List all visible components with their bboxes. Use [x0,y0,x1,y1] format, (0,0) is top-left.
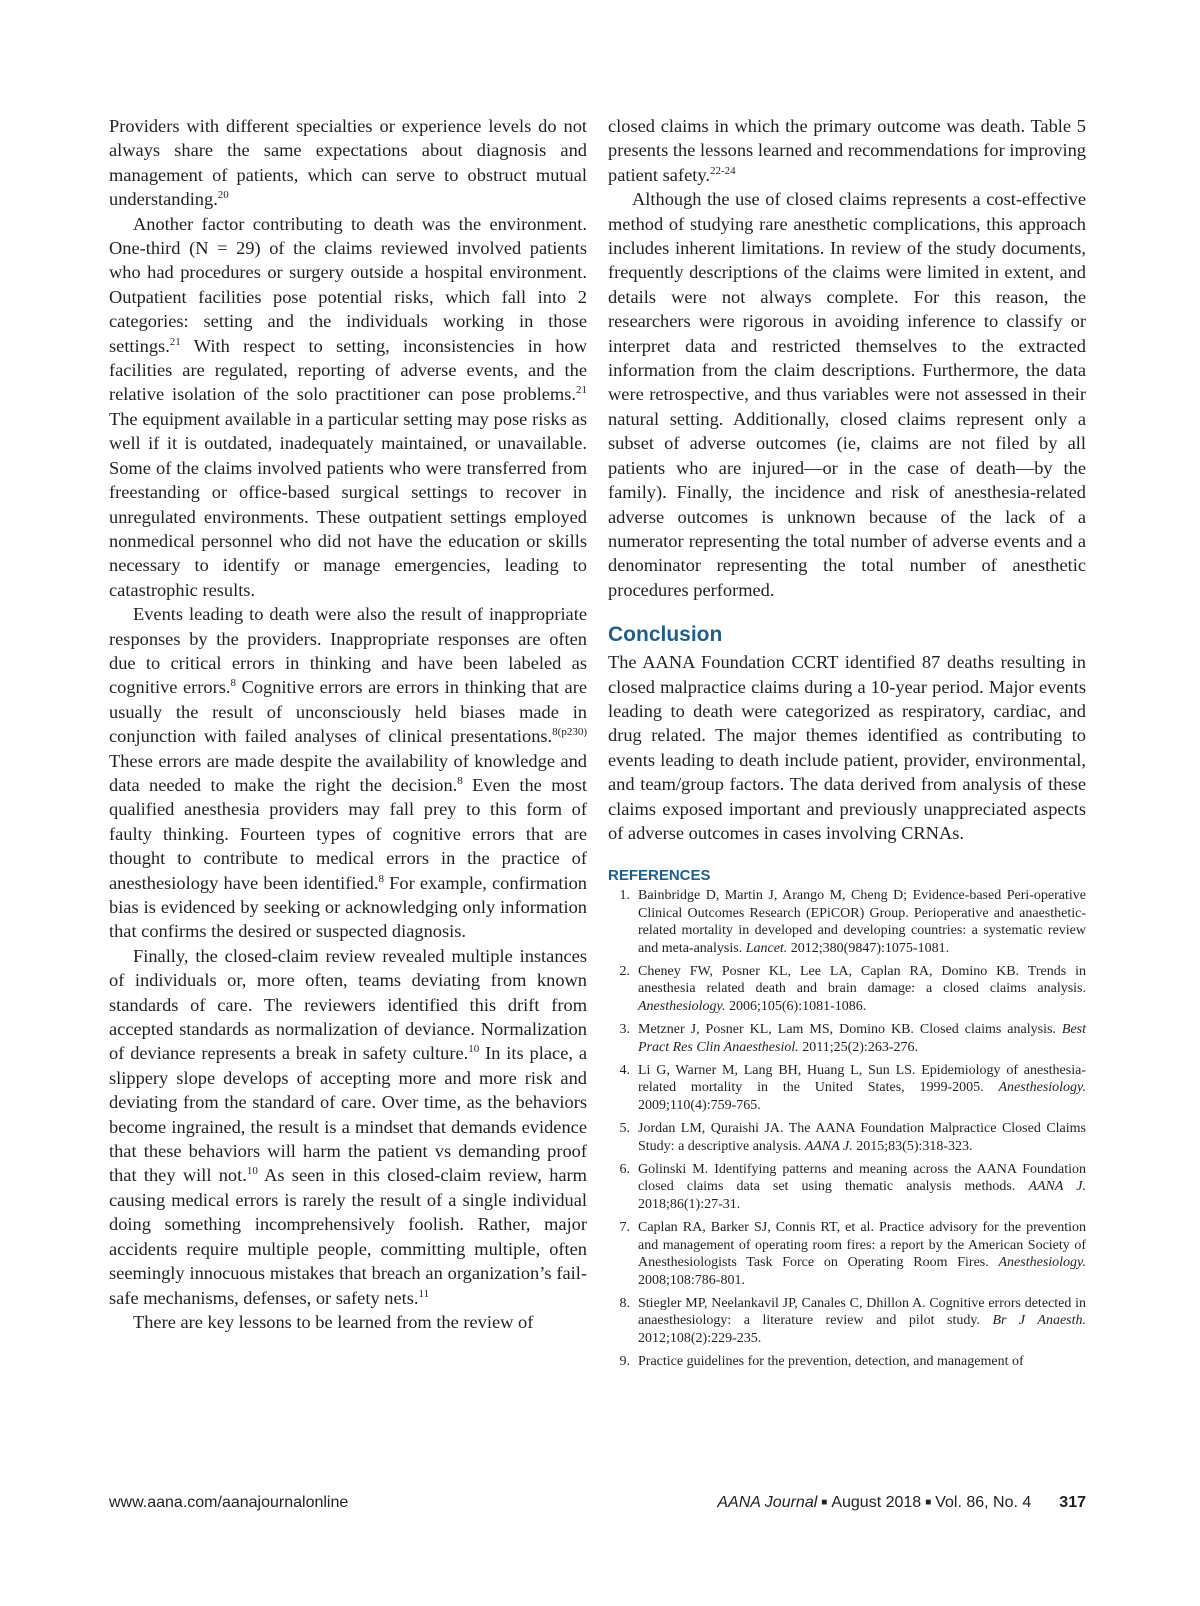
reference-journal: Anesthesiology. [998,1080,1086,1096]
reference-item [608,1295,1086,1347]
reference-text [638,1353,1086,1370]
citation-superscript: 22-24 [709,164,736,177]
conclusion-heading: Conclusion [608,623,723,647]
footer-separator-icon: ■ [925,1497,932,1508]
reference-text [638,1161,1086,1213]
citation-superscript: 21 [169,335,181,348]
citation-superscript: 20 [217,189,229,202]
reference-citation: 2008;108:786-801. [638,1272,745,1288]
reference-item [608,1120,1086,1155]
citation-superscript: 10 [246,1165,258,1178]
reference-authors-title: Li G, Warner M, Lang BH, Huang L, Sun LS. Epidemiology of anesthesia-related mortality in the United States, 1999-2005. [638,1063,1086,1096]
right-column [608,114,1086,1377]
reference-authors-title: Stiegler MP, Neelankavil JP, Canales C, Dhillon A. Cognitive errors detected in anaesthesiology: a literature review and pilot study. [638,1295,1086,1329]
reference-authors-title: Practice guidelines for the prevention, detection, and management of [638,1354,1024,1370]
body-paragraph [109,602,587,944]
reference-item [608,963,1086,1015]
footer-volume: Vol. 86, No. 4 [935,1494,1032,1511]
reference-text [638,963,1086,1015]
left-column [109,114,587,1334]
reference-journal: Anesthesiology. [998,1255,1086,1271]
reference-journal: Best Pract Res Clin Anaesthesiol. [638,1022,1086,1055]
reference-authors-title: Cheney FW, Posner KL, Lee LA, Caplan RA, Domino KB. Trends in anesthesia related death and brain damage: a closed claims analysis. [638,964,1086,997]
reference-item [608,1161,1086,1213]
reference-authors-title: Jordan LM, Quraishi JA. The AANA Foundation Malpractice Closed Claims Study: a descriptive analysis. [638,1121,1086,1154]
body-paragraph [109,212,587,603]
reference-number: 7. [619,1220,630,1236]
reference-citation: 2015;83(5):318-323. [852,1138,973,1154]
reference-number: 8. [619,1295,630,1311]
reference-text [638,1295,1086,1347]
citation-superscript: 10 [468,1043,480,1056]
reference-item [608,1062,1086,1114]
right-column-body [608,114,1086,602]
reference-item [608,1021,1086,1056]
reference-item [608,1219,1086,1289]
reference-citation: 2009;110(4):759-765. [638,1097,761,1113]
reference-number: 2. [619,964,630,979]
reference-authors-title: Metzner J, Posner KL, Lam MS, Domino KB. Closed claims analysis. [638,1022,1062,1038]
citation-superscript: 8 [457,774,463,787]
reference-citation: 2012;380(9847):1075-1081. [787,940,950,956]
footer-journal-info [717,1494,1086,1512]
citation-superscript: 8 [378,872,384,885]
paragraph-text: Providers with different specialties or experience levels do not always share the same expectations about diagnosis and management of patients, which can serve to obstruct mutual understanding. [109,116,587,210]
reference-journal: Lancet. [745,940,788,956]
paragraph-text: As seen in this closed-claim review, harm causing medical errors is rarely the result of a single individual doing something incomprehensively foolish. Rather, major accidents require multiple people, committing multiple, often seemingly innocuous mistakes that breach an organization’s fail-safe mechanisms, defenses, or safety nets. [109,1165,587,1308]
body-paragraph [109,1310,587,1334]
reference-text [638,1021,1086,1056]
reference-text [638,1120,1086,1155]
page-footer [109,1494,1086,1518]
reference-text [638,887,1086,957]
paragraph-text: Although the use of closed claims represents a cost-effective method of studying rare anesthetic complications, this approach includes inherent limitations. In review of the study documents, frequently descriptions of the claims were limited in extent, and details were not always complete. For this reason, the researchers were rigorous in avoiding inference to classify or interpret data and restricted themselves to the extracted information from the claim descriptions. Furthermore, the data were retrospective, and thus variables were not assessed in their natural setting. Additionally, closed claims represent only a subset of adverse outcomes (ie, claims are not filed by all patients who are injured—or in the case of death—by the family). Finally, the incidence and risk of anesthesia-related adverse outcomes is unknown because of the lack of a numerator representing the total number of adverse events and a denominator representing the total number of anesthetic procedures performed. [608,189,1086,600]
footer-url[interactable]: www.aana.com/aanajournalonline [109,1494,349,1511]
citation-superscript: 8(p230) [552,726,587,739]
paragraph-text: Finally, the closed-claim review revealed multiple instances of individuals or, more often, teams deviating from known standards of care. The reviewers identified this drift from accepted standards as normalization of deviance. Normalization of deviance represents a break in safety culture. [109,945,587,1064]
reference-authors-title: Golinski M. Identifying patterns and meaning across the AANA Foundation closed claims data set using thematic analysis methods. [638,1162,1086,1195]
paragraph-text: Even the most qualified anesthesia providers may fall prey to this form of faulty thinking. Fourteen types of cognitive errors that are thought to contribute to medical errors in the practice of anesthesiology have been identified. [109,774,587,893]
paragraph-text: closed claims in which the primary outcome was death. Table 5 presents the lessons learned and recommendations for improving patient safety. [608,116,1086,185]
reference-citation: 2006;105(6):1081-1086. [725,998,867,1014]
body-paragraph [608,187,1086,602]
footer-journal-name: AANA Journal [717,1494,818,1511]
paragraph-text: Events leading to death were also the result of inappropriate responses by the providers. Inappropriate responses are often due to critical errors in thinking and have been labeled as cognitive errors. [109,604,587,698]
citation-superscript: 21 [576,384,587,397]
reference-journal: AANA J. [804,1138,853,1154]
reference-item [608,887,1086,957]
paragraph-text: These errors are made despite the availability of knowledge and data needed to make the right the decision. [109,750,587,795]
reference-journal: AANA J. [1028,1179,1086,1195]
reference-number: 3. [619,1022,630,1038]
reference-number: 9. [619,1354,630,1370]
references-heading: REFERENCES [608,867,711,885]
reference-item [608,1353,1086,1370]
reference-number: 6. [619,1162,630,1178]
citation-superscript: 8 [230,677,236,690]
conclusion-paragraph: The AANA Foundation CCRT identified 87 deaths resulting in closed malpractice claims during a 10-year period. Major events leading to death were categorized as respiratory, cardiac, and drug related. The major themes identified as contributing to events leading to death include patient, provider, environmental, and team/group factors. The data derived from analysis of these claims exposed important and previously unappreciated aspects of adverse outcomes in cases involving CRNAs. [608,652,1086,843]
paragraph-text: The equipment available in a particular setting may pose risks as well if it is outdated, inadequately maintained, or unavailable. Some of the claims involved patients who were transferred from freestanding or office-based surgical settings to recover in unregulated environments. These outpatient settings employed nonmedical personnel who did not have the education or skills necessary to identify or manage emergencies, leading to catastrophic results. [109,408,587,600]
reference-number: 4. [619,1063,630,1079]
reference-journal: Anesthesiology. [638,998,726,1014]
reference-journal: Br J Anaesth. [992,1313,1086,1329]
paragraph-text: For example, confirmation bias is evidenced by seeking or acknowledging only information that confirms the desired or suspected diagnosis. [109,872,587,942]
paragraph-text: Cognitive errors are errors in thinking that are usually the result of unconsciously held biases made in conjunction with failed analyses of clinical presentations. [109,677,587,747]
reference-number: 5. [619,1121,630,1137]
paragraph-text: Another factor contributing to death was the environment. One-third (N = 29) of the claims reviewed involved patients who had procedures or surgery outside a hospital environment. Outpatient facilities pose potential risks, which fall into 2 categories: setting and the individuals working in those settings. [109,213,587,356]
footer-issue-date: August 2018 [831,1494,922,1511]
footer-separator-icon: ■ [821,1497,828,1508]
reference-authors-title: Caplan RA, Barker SJ, Connis RT, et al. Practice advisory for the prevention and management of operating room fires: a report by the American Society of Anesthesiologists Task Force on Operating Room Fires. [638,1220,1086,1271]
reference-number: 1. [619,888,630,904]
reference-text [638,1219,1086,1289]
page-number: 317 [1059,1494,1086,1511]
reference-citation: 2011;25(2):263-276. [798,1039,918,1055]
reference-citation: 2018;86(1):27-31. [638,1196,741,1212]
references-list [608,887,1086,1370]
reference-text [638,1062,1086,1114]
body-paragraph [109,944,587,1310]
reference-citation: 2012;108(2):229-235. [638,1330,762,1346]
citation-superscript: 11 [418,1287,430,1300]
paragraph-text: There are key lessons to be learned from the review of [133,1311,534,1332]
body-paragraph [109,114,587,212]
body-paragraph [608,114,1086,187]
paragraph-text: With respect to setting, inconsistencies in how facilities are regulated, reporting of adverse events, and the relative isolation of the solo practitioner can pose problems. [109,335,587,405]
paragraph-text: In its place, a slippery slope develops of accepting more and more risk and deviating from the standard of care. Over time, as the behaviors become ingrained, the result is a mindset that demands evidence that these behaviors will harm the patient vs demanding proof that they will not. [109,1043,587,1186]
reference-authors-title: Bainbridge D, Martin J, Arango M, Cheng D; Evidence-based Peri-operative Clinical Outcomes Research (EPiCOR) Group. Perioperative and anaesthetic-related mortality in developed and developing countries: a systematic review and meta-analysis. [638,888,1086,956]
